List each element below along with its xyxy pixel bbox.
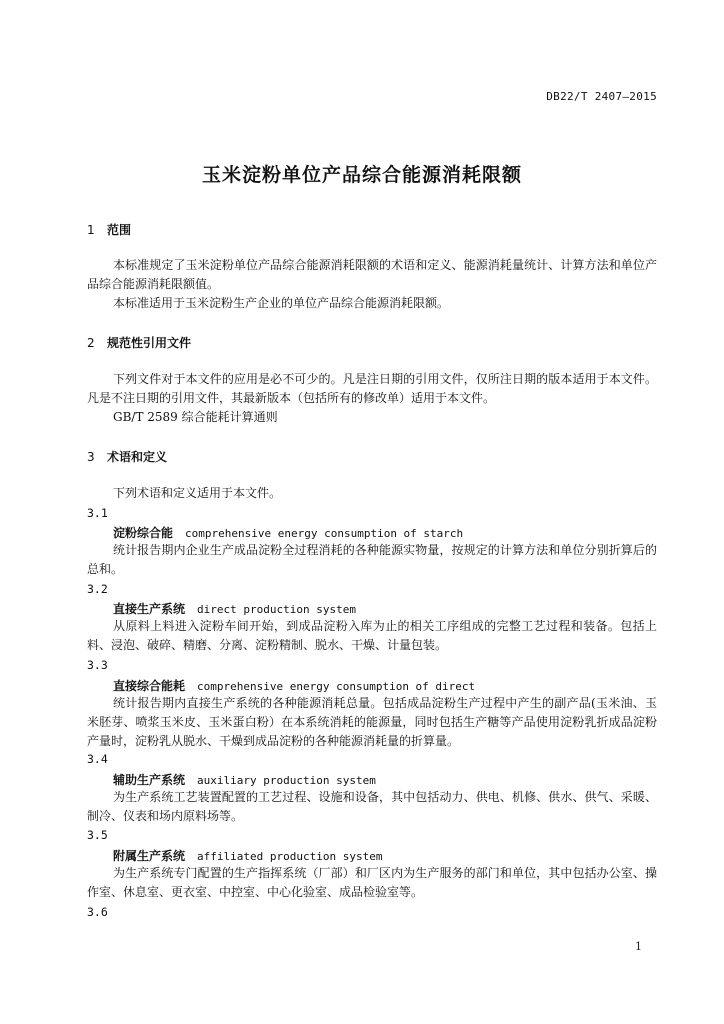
term-english: comprehensive energy consumption of direct: [197, 680, 476, 693]
term-chinese: 辅助生产系统: [113, 773, 186, 787]
term-definition: 从原料上料进入淀粉车间开始，到成品淀粉入库为止的相关工序组成的完整工艺过程和装备。包括上料、浸泡、破碎、精磨、分离、淀粉精制、脱水、干燥、计量包装。: [87, 619, 657, 652]
term-number: 3.3: [87, 658, 108, 672]
section-number: 1: [87, 223, 95, 237]
term-number: 3.4: [87, 752, 108, 766]
term-chinese: 直接生产系统: [113, 602, 186, 616]
section-title: 规范性引用文件: [107, 336, 192, 350]
term-definition: 统计报告期内企业生产成品淀粉全过程消耗的各种能源实物量，按规定的计算方法和单位分别折算后的总和。: [87, 543, 657, 576]
term-number: 3.5: [87, 828, 108, 842]
term-english: affiliated production system: [197, 850, 383, 863]
term-3-2: [113, 600, 356, 617]
section-1-paragraph-1: 本标准规定了玉米淀粉单位产品综合能源消耗限额的术语和定义、能源消耗量统计、计算方法和单位产品综合能源消耗限额值。: [87, 258, 657, 291]
term-3-1: [113, 524, 463, 541]
standard-code: DB22/T 2407—2015: [546, 90, 657, 103]
section-1-paragraph-2: 本标准适用于玉米淀粉生产企业的单位产品综合能源消耗限额。: [113, 296, 450, 310]
term-english: direct production system: [197, 603, 356, 616]
section-2-heading: [87, 334, 191, 351]
term-chinese: 附属生产系统: [113, 849, 186, 863]
document-title: 玉米淀粉单位产品综合能源消耗限额: [201, 164, 522, 186]
section-3-heading: [87, 448, 167, 465]
term-chinese: 直接综合能耗: [113, 679, 186, 693]
section-1-heading: [87, 221, 131, 238]
term-3-4: [113, 771, 376, 788]
term-3-3: [113, 677, 475, 694]
term-definition: 统计报告期内直接生产系统的各种能源消耗总量。包括成品淀粉生产过程中产生的副产品(玉米油、玉米胚芽、喷浆玉米皮、玉米蛋白粉）在本系统消耗的能源量，同时包括生产糖等产品使用淀粉乳折成品淀粉产量时，淀粉乳从脱水、干燥到成品淀粉的各种能源消耗量的折算量。: [87, 696, 657, 748]
term-definition: 为生产系统专门配置的生产指挥系统（厂部）和厂区内为生产服务的部门和单位，其中包括办公室、操作室、休息室、更衣室、中控室、中心化验室、成品检验室等。: [87, 866, 657, 899]
section-title: 范围: [107, 223, 132, 237]
normative-reference: GB/T 2589 综合能耗计算通则: [113, 410, 278, 424]
section-title: 术语和定义: [107, 450, 168, 464]
term-definition: 为生产系统工艺装置配置的工艺过程、设施和设备，其中包括动力、供电、机修、供水、供气、采暖、制冷、仪表和场内原料场等。: [87, 790, 657, 823]
page-number: 1: [635, 940, 642, 953]
term-english: auxiliary production system: [197, 774, 376, 787]
term-english: comprehensive energy consumption of starch: [185, 527, 464, 540]
section-3-intro: 下列术语和定义适用于本文件。: [113, 486, 282, 500]
term-number: 3.2: [87, 582, 108, 596]
section-number: 2: [87, 336, 95, 350]
term-chinese: 淀粉综合能: [113, 526, 174, 540]
section-number: 3: [87, 450, 95, 464]
term-3-5: [113, 847, 382, 864]
section-2-paragraph: 下列文件对于本文件的应用是必不可少的。凡是注日期的引用文件，仅所注日期的版本适用于本文件。凡是不注日期的引用文件，其最新版本（包括所有的修改单）适用于本文件。: [87, 372, 657, 405]
term-number: 3.6: [87, 905, 108, 919]
term-number: 3.1: [87, 506, 108, 520]
